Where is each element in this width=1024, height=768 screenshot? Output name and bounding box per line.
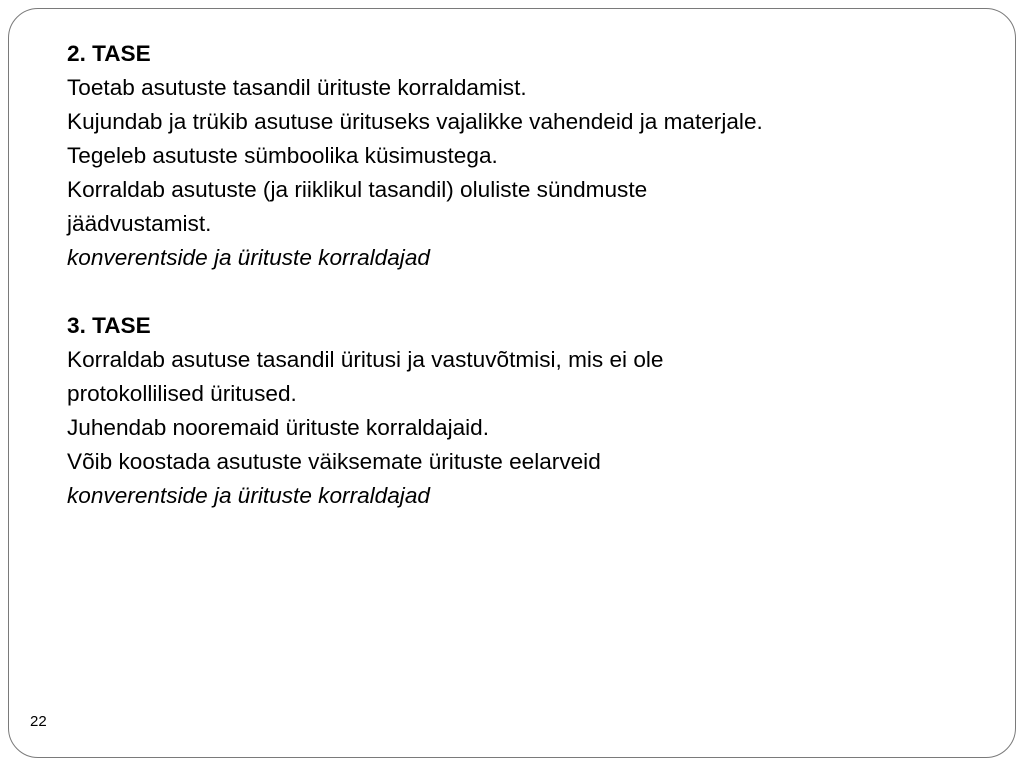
text-line: Korraldab asutuste (ja riiklikul tasandil) oluliste sündmuste xyxy=(67,177,648,202)
section-heading: 3. TASE xyxy=(67,313,151,338)
text-line: protokollilised üritused. xyxy=(67,381,297,406)
section-level-2 xyxy=(67,37,987,275)
text-line: Toetab asutuste tasandil ürituste korraldamist. xyxy=(67,75,527,100)
text-line: Juhendab nooremaid ürituste korraldajaid. xyxy=(67,415,490,440)
text-line: jäädvustamist. xyxy=(67,211,212,236)
slide-content xyxy=(67,37,987,513)
page-number: 22 xyxy=(30,713,47,730)
role-label: konverentside ja ürituste korraldajad xyxy=(67,483,430,508)
text-line: Tegeleb asutuste sümboolika küsimustega. xyxy=(67,143,498,168)
role-label: konverentside ja ürituste korraldajad xyxy=(67,245,430,270)
text-line: Korraldab asutuse tasandil üritusi ja vastuvõtmisi, mis ei ole xyxy=(67,347,664,372)
section-heading: 2. TASE xyxy=(67,41,151,66)
text-line: Võib koostada asutuste väiksemate ürituste eelarveid xyxy=(67,449,601,474)
text-line: Kujundab ja trükib asutuse ürituseks vajalikke vahendeid ja materjale. xyxy=(67,109,763,134)
section-level-3 xyxy=(67,309,987,513)
section-spacer xyxy=(67,275,987,309)
